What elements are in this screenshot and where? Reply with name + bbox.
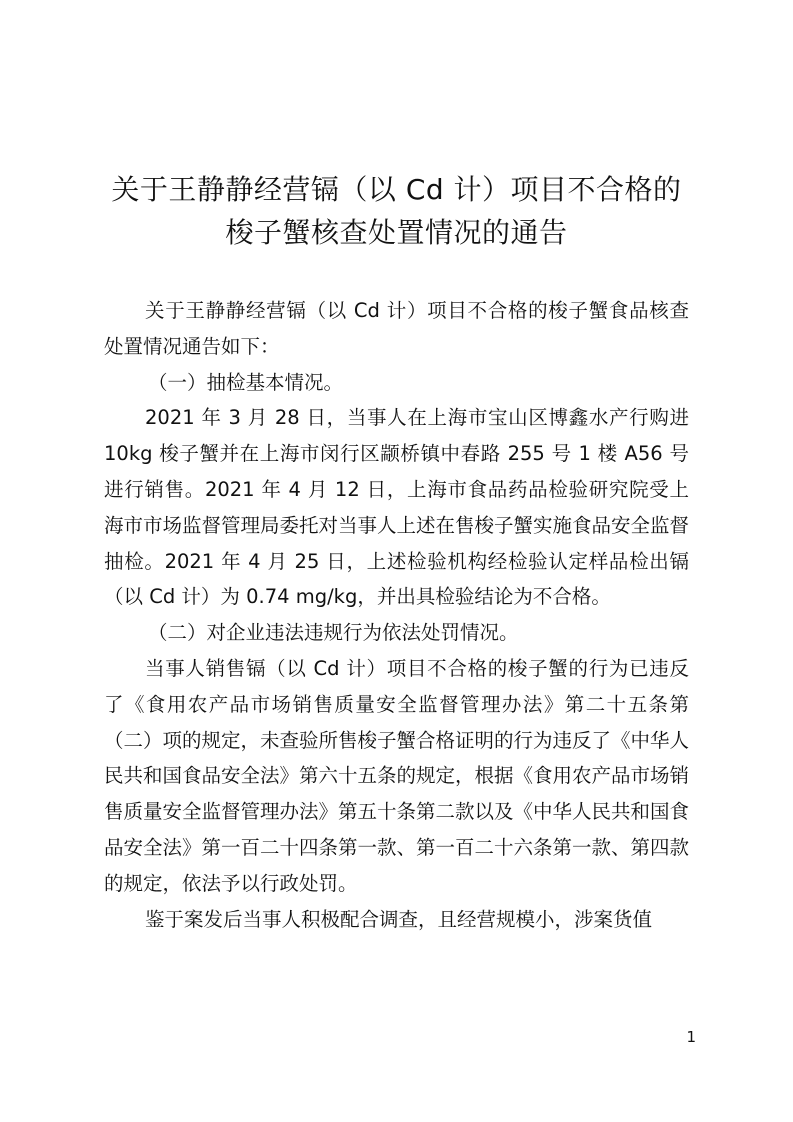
section-heading-sampling: （一）抽检基本情况。 — [148, 370, 344, 394]
title-line-1: 关于王静静经营镉（以 Cd 计）项目不合格的 — [111, 173, 682, 206]
intro-paragraph: 关于王静静经营镉（以 Cd 计）项目不合格的梭子蟹食品核查处置情况通告如下： — [104, 299, 689, 358]
sampling-paragraph: 2021 年 3 月 28 日，当事人在上海市宝山区博鑫水产行购进 10kg 梭子蟹并在上海市闵行区颛桥镇中春路 255 号 1 楼 A56 号进行销售。2021 年 4 月 12 日，上海市食品药品检验研究院受上海市市场监督管理局委托对当事人上述在售梭子蟹实施食品安全监督抽检。2021 年 4 月 25 日，上述检验机构经检验认定样品检出镉（以 Cd 计）为 0.74 mg/kg，并出具检验结论为不合格。 — [104, 406, 690, 609]
page-number: 1 — [686, 1028, 696, 1046]
mitigation-paragraph: 鉴于案发后当事人积极配合调查，且经营规模小，涉案货值 — [145, 907, 653, 931]
title-line-2: 梭子蟹核查处置情况的通告 — [225, 216, 568, 249]
penalty-paragraph: 当事人销售镉（以 Cd 计）项目不合格的梭子蟹的行为已违反了《食用农产品市场销售质量安全监督管理办法》第二十五条第（二）项的规定，未查验所售梭子蟹合格证明的行为违反了《中华人民共和国食品安全法》第六十五条的规定，根据《食用农产品市场销售质量安全监督管理办法》第五十条第二款以及《中华人民共和国食品安全法》第一百二十四条第一款、第一百二十六条第一款、第四款的规定，依法予以行政处罚。 — [104, 656, 690, 895]
section-heading-penalty: （二）对企业违法违规行为依法处罚情况。 — [148, 621, 519, 645]
document-body — [104, 293, 689, 937]
document-title — [90, 168, 703, 254]
